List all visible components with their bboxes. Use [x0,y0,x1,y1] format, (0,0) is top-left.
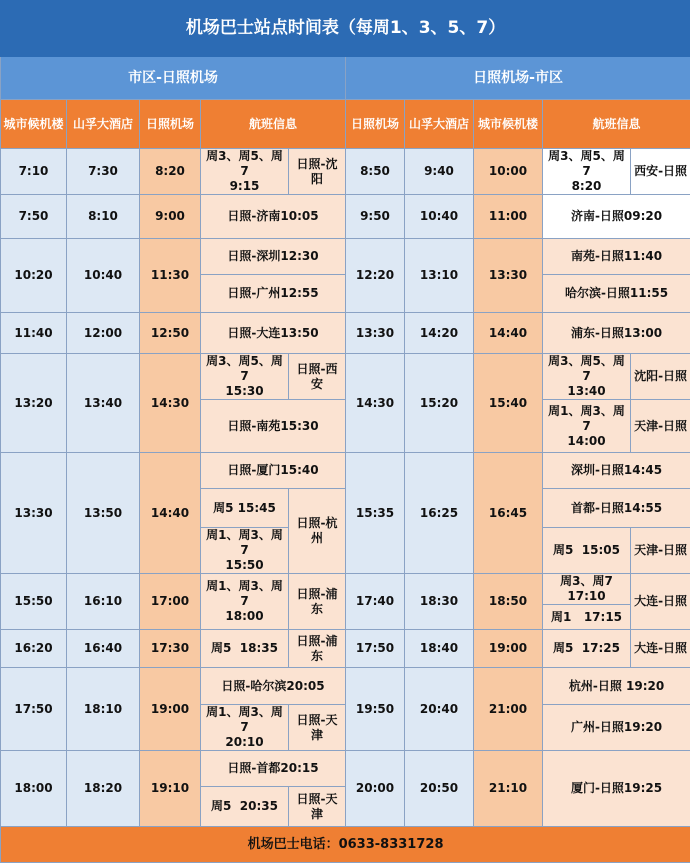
flight-info-cell: 哈尔滨-日照11:55 [543,275,690,313]
schedule-time-cell: 20:40 [405,668,474,751]
schedule-time-cell: 12:00 [67,313,140,354]
schedule-time-cell: 13:30 [1,453,67,574]
flight-info-cell: 日照-深圳12:30 [201,239,346,275]
schedule-time-cell: 14:30 [346,354,405,453]
schedule-time-cell: 10:40 [67,239,140,313]
flight-days-cell: 周5 15:45 [201,489,289,528]
schedule-time-cell: 11:00 [474,195,543,239]
flight-route-cell: 天津-日照 [631,400,690,453]
header-right-flight-info: 航班信息 [543,100,690,149]
flight-info-cell: 南苑-日照11:40 [543,239,690,275]
flight-days-cell: 周1、周3、周7 14:00 [543,400,631,453]
flight-days-cell: 周3、周5、周7 15:30 [201,354,289,400]
schedule-time-cell: 17:30 [140,630,201,668]
flight-info-cell: 日照-南苑15:30 [201,400,346,453]
flight-days-cell: 周3、周5、周7 13:40 [543,354,631,400]
schedule-time-cell: 19:50 [346,668,405,751]
flight-days-cell: 周1、周3、周7 18:00 [201,574,289,630]
schedule-time-cell: 19:00 [140,668,201,751]
schedule-time-cell: 18:50 [474,574,543,630]
schedule-time-cell: 17:50 [346,630,405,668]
flight-info-cell: 日照-厦门15:40 [201,453,346,489]
header-left-airport: 日照机场 [140,100,201,149]
schedule-time-cell: 10:40 [405,195,474,239]
schedule-time-cell: 13:20 [1,354,67,453]
flight-info-cell: 深圳-日照14:45 [543,453,690,489]
schedule-time-cell: 13:10 [405,239,474,313]
schedule-time-cell: 14:40 [474,313,543,354]
schedule-time-cell: 19:10 [140,751,201,827]
flight-route-cell: 西安-日照 [631,149,690,195]
header-right-city-terminal: 城市候机楼 [474,100,543,149]
schedule-time-cell: 14:30 [140,354,201,453]
header-left-flight-info: 航班信息 [201,100,346,149]
header-left-city-terminal: 城市候机楼 [1,100,67,149]
page-title: 机场巴士站点时间表（每周1、3、5、7） [1,1,690,57]
flight-info-cell: 日照-广州12:55 [201,275,346,313]
schedule-time-cell: 15:40 [474,354,543,453]
schedule-time-cell: 18:30 [405,574,474,630]
schedule-time-cell: 9:40 [405,149,474,195]
direction-city-to-airport: 市区-日照机场 [1,57,346,100]
schedule-time-cell: 17:50 [1,668,67,751]
flight-days-cell: 周1、周3、周7 20:10 [201,705,289,751]
flight-route-cell: 日照-浦东 [289,574,346,630]
flight-route-cell: 大连-日照 [631,574,690,630]
flight-info-cell: 首都-日照14:55 [543,489,690,528]
direction-airport-to-city: 日照机场-市区 [346,57,690,100]
schedule-time-cell: 13:30 [346,313,405,354]
schedule-time-cell: 14:20 [405,313,474,354]
flight-days-cell: 周1 17:15 [543,605,631,630]
schedule-time-cell: 13:40 [67,354,140,453]
flight-route-cell: 日照-沈阳 [289,149,346,195]
flight-route-cell: 日照-浦东 [289,630,346,668]
schedule-time-cell: 17:00 [140,574,201,630]
schedule-time-cell: 21:00 [474,668,543,751]
schedule-time-cell: 16:45 [474,453,543,574]
schedule-time-cell: 7:50 [1,195,67,239]
schedule-time-cell: 19:00 [474,630,543,668]
flight-info-cell: 杭州-日照 19:20 [543,668,690,705]
schedule-time-cell: 10:20 [1,239,67,313]
flight-route-cell: 日照-天津 [289,787,346,827]
schedule-time-cell: 7:30 [67,149,140,195]
schedule-time-cell: 18:10 [67,668,140,751]
flight-route-cell: 日照-杭州 [289,489,346,574]
flight-days-cell: 周3、周5、周7 9:15 [201,149,289,195]
schedule-time-cell: 15:50 [1,574,67,630]
schedule-time-cell: 18:40 [405,630,474,668]
flight-info-cell: 日照-大连13:50 [201,313,346,354]
flight-info-cell: 济南-日照09:20 [543,195,690,239]
flight-route-cell: 大连-日照 [631,630,690,668]
schedule-time-cell: 20:00 [346,751,405,827]
schedule-time-cell: 15:35 [346,453,405,574]
header-right-hotel: 山孚大酒店 [405,100,474,149]
schedule-time-cell: 11:30 [140,239,201,313]
flight-info-cell: 广州-日照19:20 [543,705,690,751]
schedule-time-cell: 18:00 [1,751,67,827]
schedule-time-cell: 16:10 [67,574,140,630]
schedule-time-cell: 17:40 [346,574,405,630]
flight-info-cell: 浦东-日照13:00 [543,313,690,354]
flight-days-cell: 周5 18:35 [201,630,289,668]
schedule-time-cell: 10:00 [474,149,543,195]
schedule-time-cell: 8:10 [67,195,140,239]
schedule-time-cell: 8:20 [140,149,201,195]
schedule-time-cell: 11:40 [1,313,67,354]
flight-days-cell: 周1、周3、周7 15:50 [201,528,289,574]
flight-route-cell: 日照-天津 [289,705,346,751]
schedule-time-cell: 15:20 [405,354,474,453]
flight-days-cell: 周3、周7 17:10 [543,574,631,605]
schedule-time-cell: 13:30 [474,239,543,313]
flight-info-cell: 日照-济南10:05 [201,195,346,239]
schedule-time-cell: 7:10 [1,149,67,195]
schedule-time-cell: 14:40 [140,453,201,574]
schedule-time-cell: 13:50 [67,453,140,574]
flight-info-cell: 厦门-日照19:25 [543,751,690,827]
schedule-time-cell: 12:50 [140,313,201,354]
schedule-time-cell: 16:40 [67,630,140,668]
flight-days-cell: 周5 17:25 [543,630,631,668]
schedule-time-cell: 9:50 [346,195,405,239]
schedule-time-cell: 16:20 [1,630,67,668]
footer-phone: 机场巴士电话：0633-8331728 [1,827,690,863]
flight-info-cell: 日照-首都20:15 [201,751,346,787]
schedule-time-cell: 18:20 [67,751,140,827]
schedule-time-cell: 20:50 [405,751,474,827]
header-right-airport: 日照机场 [346,100,405,149]
schedule-time-cell: 8:50 [346,149,405,195]
flight-days-cell: 周5 20:35 [201,787,289,827]
flight-days-cell: 周5 15:05 [543,528,631,574]
flight-route-cell: 天津-日照 [631,528,690,574]
flight-days-cell: 周3、周5、周7 8:20 [543,149,631,195]
header-left-hotel: 山孚大酒店 [67,100,140,149]
schedule-time-cell: 9:00 [140,195,201,239]
schedule-time-cell: 21:10 [474,751,543,827]
flight-route-cell: 沈阳-日照 [631,354,690,400]
schedule-time-cell: 12:20 [346,239,405,313]
flight-info-cell: 日照-哈尔滨20:05 [201,668,346,705]
flight-route-cell: 日照-西安 [289,354,346,400]
schedule-time-cell: 16:25 [405,453,474,574]
